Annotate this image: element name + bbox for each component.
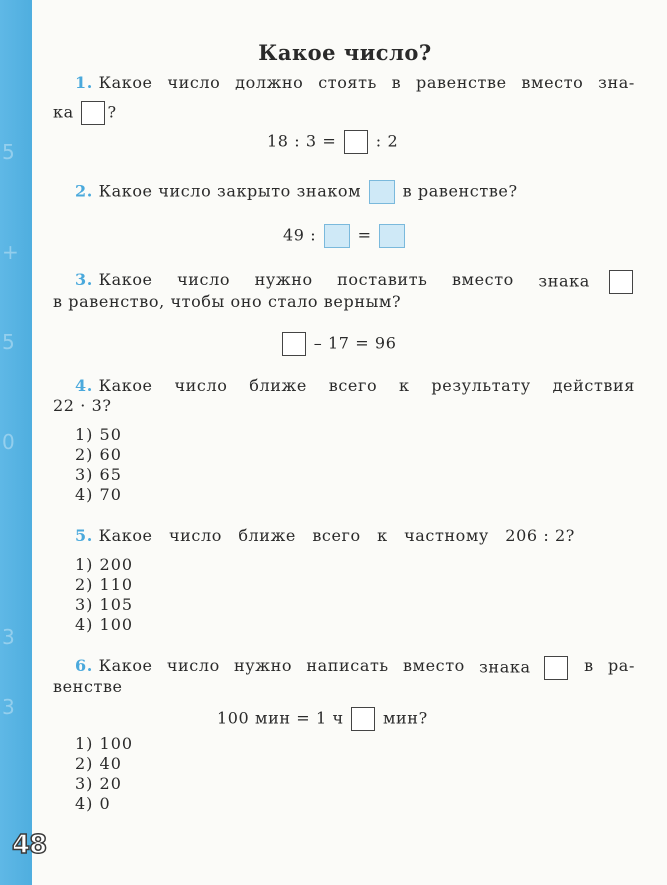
word: нужно [234,656,293,675]
word: вместо [402,656,465,675]
task-2-line-1 [75,180,518,204]
expr-part: 18 : 3 = [267,131,337,151]
word: Какое [98,270,153,289]
decor-glyph: 0 [2,430,15,454]
option: 1) 50 [75,425,122,444]
task-number: 4. [75,376,93,395]
task-3-line-2: в равенство, чтобы оно стало верным? [53,292,402,311]
expr-part: 49 : [283,225,317,245]
expr-part: : 2 [375,131,399,151]
option: 4) 0 [75,794,111,813]
word: число [168,526,222,545]
task-6-line-2: венстве [53,677,123,696]
word: зна- [598,73,635,92]
option: 4) 100 [75,615,134,634]
task-4-line-1 [75,376,635,395]
task-number: 2. [75,181,93,201]
decor-glyph: 5 [2,330,15,354]
task-3-line-1 [75,270,635,294]
word: ? [107,102,117,122]
word: результату [431,376,531,395]
page-number: 48 [12,830,47,860]
word: всего [328,376,378,395]
word: число [167,73,221,92]
word: стоять [318,73,377,92]
page-title: Какое число? [258,40,432,65]
task-1-line-1 [75,73,635,92]
answer-box [282,332,306,356]
word: Какое [98,73,153,92]
word: знака [479,657,531,677]
word: вместо [521,73,584,92]
task-number: 3. [75,270,93,289]
option: 2) 60 [75,445,122,464]
answer-box [344,130,368,154]
word: знака [538,271,590,291]
task-6-expression [217,707,428,731]
task-5-line-1 [75,526,575,545]
word: к [398,376,410,395]
task-4-line-2: 22 · 3? [53,396,112,415]
decor-glyph: 5 [2,140,15,164]
word: ближе [249,376,307,395]
option: 3) 65 [75,465,122,484]
option: 1) 200 [75,555,134,574]
word: в [391,73,402,92]
word: число [174,376,228,395]
word: число [166,656,220,675]
task-text: Какое число закрыто знаком [98,181,362,201]
expr-part: = [357,225,372,245]
word: ближе [238,526,296,545]
decor-glyph: 3 [2,625,15,649]
expr-part: 100 мин = 1 ч [217,708,344,728]
expr-part: – 17 = 96 [313,333,397,353]
option: 3) 20 [75,774,122,793]
word: Какое [98,526,153,545]
option: 4) 70 [75,485,122,504]
task-2-expression [283,224,407,248]
side-color-strip [0,0,32,885]
word: к [377,526,388,545]
task-number: 6. [75,656,93,675]
word: ка [53,102,74,122]
task-number: 1. [75,73,93,92]
blue-box-sign [379,224,405,248]
word: частному [404,526,489,545]
word: равенстве [416,73,507,92]
task-3-expression [280,332,396,356]
answer-box [609,270,633,294]
word: 206 : 2? [505,526,575,545]
word: вместо [451,270,514,289]
option: 1) 100 [75,734,134,753]
option: 3) 105 [75,595,134,614]
word: Какое [98,656,153,675]
task-1-line-2 [53,101,117,125]
decor-glyph: 3 [2,695,15,719]
word: в [584,656,594,675]
word: поставить [337,270,428,289]
blue-box-sign [369,180,395,204]
word: число [177,270,231,289]
blue-box-sign [324,224,350,248]
answer-box [351,707,375,731]
task-text: в равенстве? [402,181,518,201]
task-number: 5. [75,526,93,545]
decor-glyph: + [2,240,19,264]
answer-box [81,101,105,125]
option: 2) 40 [75,754,122,773]
word: написать [306,656,389,675]
word: всего [312,526,361,545]
word: ра- [607,656,635,675]
word: нужно [254,270,313,289]
word: Какое [98,376,153,395]
word: должно [235,73,304,92]
answer-box [544,656,568,680]
expr-part: мин? [383,708,428,728]
task-1-expression [267,130,398,154]
task-6-line-1 [75,656,635,680]
option: 2) 110 [75,575,134,594]
word: действия [552,376,635,395]
